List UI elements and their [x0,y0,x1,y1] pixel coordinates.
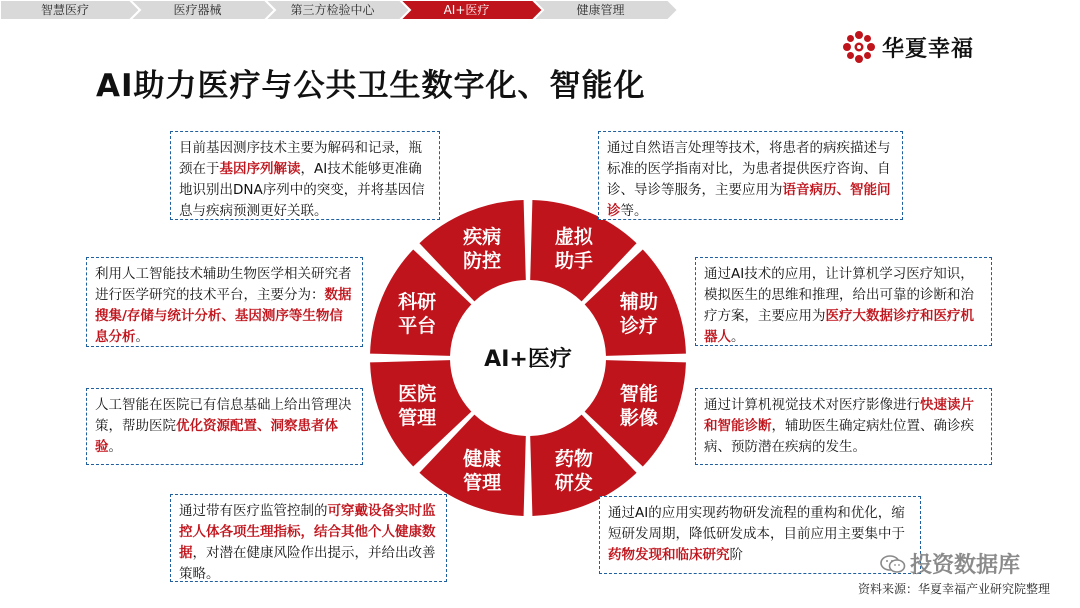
wheel-segment-label: 智能影像 [619,382,658,429]
body-text: 人工智能在医院已有信息基础上给出管理决策，帮助医院 [95,397,352,434]
wechat-icon [880,554,906,574]
page-title: AI助力医疗与公共卫生数字化、智能化 [96,68,646,104]
highlight-text: 快速读片和智能诊断 [704,397,974,434]
wheel-center-label: AI+医疗 [484,347,572,372]
body-text: 等。 [620,203,648,219]
highlight-text: 数据搜集/存储与统计分析、基因测序等生物信息分析 [95,287,352,345]
hospital-management-box [86,388,363,465]
highlight-text: 基因序列解读 [219,161,301,177]
body-text: 利用人工智能技术辅助生物医学相关研究者进行医学研究的技术平台，主要分为： [95,266,352,303]
highlight-text: 医疗大数据诊疗和医疗机器人 [704,308,974,345]
smart-imaging-box [695,388,992,465]
body-text: 目前基因测序技术主要为解码和记录，瓶颈在于 [179,140,422,177]
body-text: 。 [108,439,122,455]
highlight-text: 可穿戴设备实时监控人体各项生理指标，结合其他个人健康数据 [179,503,436,561]
wheel-segment-label: 辅助诊疗 [619,291,658,338]
body-text: ，辅助医生确定病灶位置、确诊疾病、预防潜在疾病的发生。 [704,418,974,455]
health-management-box [170,494,447,582]
source-note: 资料来源：华夏幸福产业研究院整理 [857,582,1050,596]
nav-item-health-management[interactable]: 健康管理 [576,3,625,17]
assisted-diagnosis-box [695,257,992,346]
body-text: 通过自然语言处理等技术，将患者的病疾描述与标准的医学指南对比，为患者提供医疗咨询、自诊、导诊等服务，主要应用为 [607,140,891,198]
body-text: 。 [135,329,149,345]
logo-text: 华夏幸福 [882,36,975,62]
wheel-segment-label: 科研平台 [398,291,437,338]
watermark-text: 投资数据库 [910,553,1021,578]
body-text: 。 [731,329,745,345]
wheel-segment-label: 疾病防控 [463,226,502,273]
body-text: 通过AI的应用实现药物研发流程的重构和优化，缩短研发周期，降低研发成本，目前应用主要集中于 [608,505,905,542]
highlight-text: 语音病历、智能问诊 [607,182,891,219]
disease-control-box [170,131,440,220]
body-text: ，AI技术能够更准确地识别出DNA序列中的突变，并将基因信息与疾病预测更好关联。 [179,161,425,219]
wheel-segment-label: 药物研发 [554,447,593,494]
body-text: 通过AI技术的应用，让计算机学习医疗知识，模拟医生的思维和推理，给出可靠的诊断和治疗方案，主要应用为 [704,266,974,324]
nav-item-ai-medical[interactable]: AI+医疗 [443,3,490,17]
body-text: 通过带有医疗监管控制的 [179,503,328,519]
highlight-text: 药物发现和临床研究 [608,547,730,563]
body-text: ，对潜在健康风险作出提示，并给出改善策略。 [179,545,436,582]
virtual-assistant-box [598,131,903,220]
wheel-segment-label: 虚拟助手 [554,226,593,273]
research-platform-box [86,257,363,347]
nav-item-smart-medical[interactable]: 智慧医疗 [40,3,89,17]
nav-item-medical-devices[interactable]: 医疗器械 [173,3,222,17]
body-text: 通过计算机视觉技术对医疗影像进行 [704,397,920,413]
nav-item-third-party-lab[interactable]: 第三方检验中心 [290,3,375,17]
wheel-segment-label: 健康管理 [463,447,502,494]
drug-development-box [599,496,921,574]
watermark [880,548,1020,579]
highlight-text: 优化资源配置、洞察患者体验 [95,418,338,455]
wheel-segment-label: 医院管理 [398,382,437,429]
body-text: 阶 [729,547,743,563]
